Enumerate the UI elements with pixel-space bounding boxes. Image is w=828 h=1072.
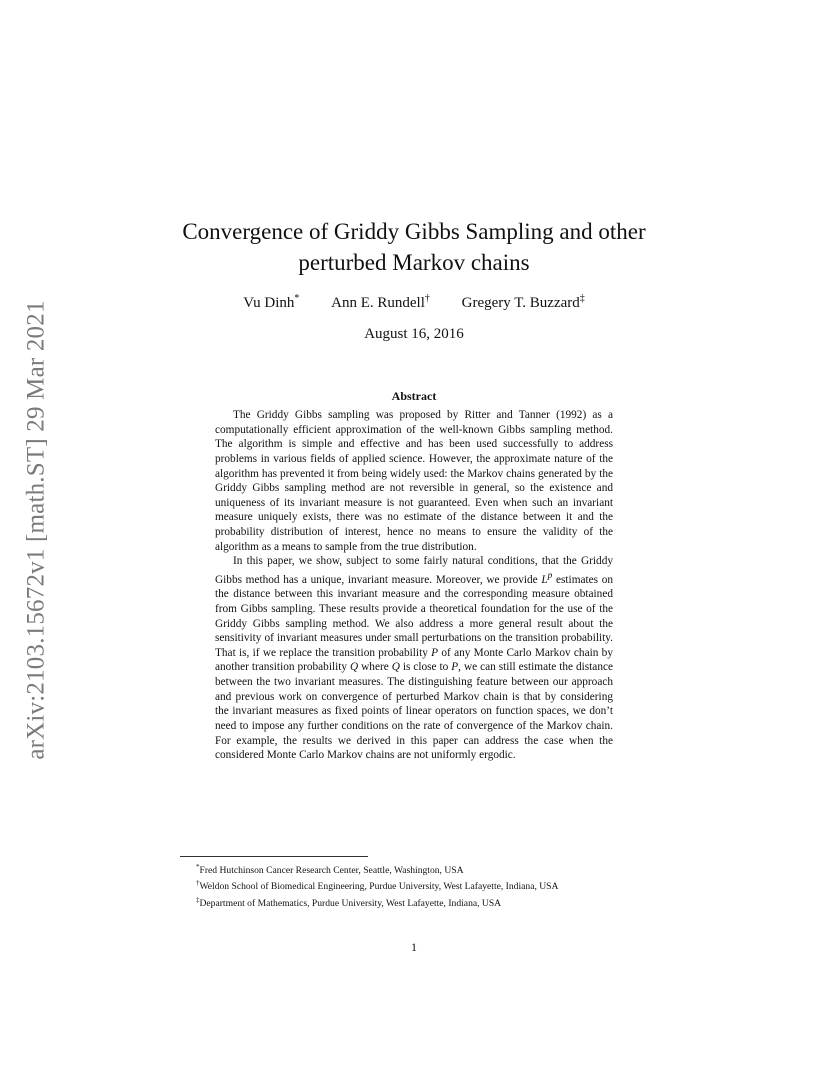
abstract-text: where [358, 661, 392, 674]
math-symbol: p [547, 570, 553, 581]
paper-date: August 16, 2016 [364, 326, 464, 342]
abstract-body [215, 408, 613, 763]
abstract-paragraph [215, 554, 613, 763]
author-footnote-mark: † [424, 293, 430, 304]
author-name: Ann E. Rundell [331, 295, 425, 311]
math-symbol: L [541, 573, 548, 586]
abstract-paragraph: The Griddy Gibbs sampling was proposed by Ritter and Tanner (1992) as a computationally efficient approximation of the well-known Gibbs sampling method. The algorithm is simple and effective and has been used successfully to address problems in various fields of applied science. However, the approximate nature of the algorithm has prevented it from being widely used: the Markov chains generated by the Griddy Gibbs sampling method are not reversible in general, so the existence and uniqueness of its invariant measure is not guaranteed. Even when such an invariant measure uniquely exists, there was no estimate of the distance between it and the probability distribution of interest, hence no means to ensure the validity of the algorithm as a means to sample from the true distribution. [215, 409, 613, 553]
page-number: 1 [411, 940, 417, 954]
footnote-text: Weldon School of Biomedical Engineering, Purdue University, West Lafayette, Indiana, USA [199, 881, 559, 893]
author [331, 293, 430, 312]
arxiv-identifier [20, 270, 54, 790]
author-footnote-mark: * [294, 293, 300, 304]
math-symbol: P [451, 661, 459, 674]
footnote-mark: * [196, 863, 200, 871]
paper-title: Convergence of Griddy Gibbs Sampling and other perturbed Markov chains [182, 219, 646, 275]
abstract-text: estimates on the distance between this invariant measure and the corresponding measure obtained from Gibbs sampling. These results provide a theoretical foundation for the use of the Griddy Gibbs sampling method. We also address a more general result about the sensitivity of invariant measures under small perturbations on the transition probability. That is, if we replace the transition probability [215, 573, 614, 659]
footnote [180, 861, 647, 877]
author-list [180, 293, 648, 312]
abstract-text: , we can still estimate the distance between the two invariant measures. The distinguishing feature between our approach and previous work on convergence of perturbed Markov chain is that by considering the invariant measures as fixed points of linear operators on function spaces, we don’t need to impose any further conditions on the rate of convergence of the Markov chain. For example, the results we derived in this paper can address the case when the considered Monte Carlo Markov chains are not uniformly ergodic. [215, 661, 613, 762]
author [462, 293, 585, 312]
footnote-mark: † [196, 879, 200, 888]
footnote [180, 894, 647, 910]
math-symbol: Q [350, 661, 359, 674]
author-name: Gregery T. Buzzard [461, 295, 580, 311]
abstract-heading: Abstract [391, 389, 437, 403]
math-symbol: P [431, 646, 439, 659]
abstract-text: is close to [399, 661, 452, 674]
footnote-text: Fred Hutchinson Cancer Research Center, Seattle, Washington, USA [199, 865, 464, 877]
author [243, 293, 299, 312]
author-footnote-mark: ‡ [579, 293, 585, 304]
footnote-text: Department of Mathematics, Purdue University, West Lafayette, Indiana, USA [199, 898, 502, 910]
arxiv-identifier-text: arXiv:2103.15672v1 [math.ST] 29 Mar 2021 [23, 300, 50, 760]
abstract-text: of any Monte Carlo Markov chain by another transition probability [215, 646, 613, 674]
footnote-mark: ‡ [196, 895, 200, 904]
math-symbol: Q [391, 661, 400, 674]
author-name: Vu Dinh [243, 295, 295, 311]
footnote-divider [180, 856, 368, 857]
abstract-text: In this paper, we show, subject to some fairly natural conditions, that the Griddy Gibbs method has a unique, invariant measure. Moreover, we provide [215, 555, 613, 586]
footnote [180, 877, 647, 893]
footnotes [180, 861, 647, 910]
